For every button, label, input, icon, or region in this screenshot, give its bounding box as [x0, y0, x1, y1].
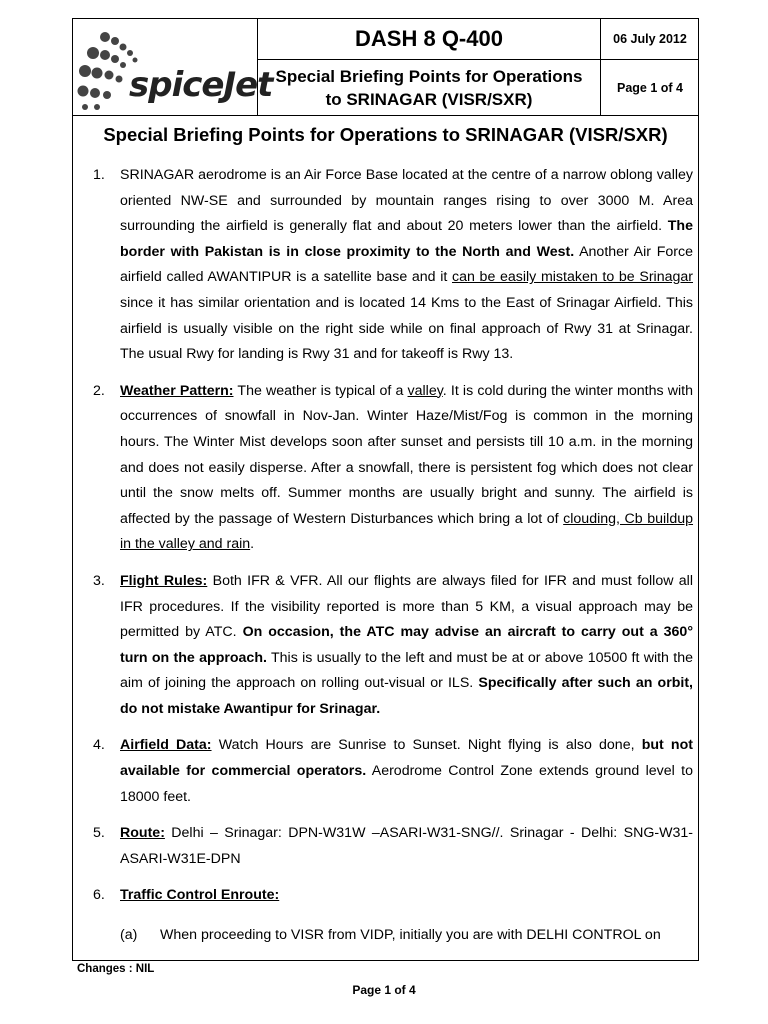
item-number: 2.	[93, 382, 105, 399]
sub-item	[120, 923, 693, 949]
item-text: .	[250, 536, 255, 553]
list-item	[73, 883, 693, 948]
document-date: 06 July 2012	[613, 32, 687, 46]
document-body	[72, 115, 699, 961]
sub-item-text: When proceeding to VISR from VIDP, initially you are with DELHI CONTROL on	[160, 927, 661, 944]
spicejet-logo	[75, 25, 273, 111]
list-item	[73, 379, 693, 558]
item-number: 6.	[93, 887, 105, 904]
item-heading: Airfield Data:	[120, 737, 212, 754]
item-text: Watch Hours are Sunrise to Sunset. Night flying is also done,	[211, 737, 642, 754]
item-number: 3.	[93, 572, 105, 589]
list-item	[73, 163, 693, 368]
item-heading: Route:	[120, 825, 165, 842]
item-underlined-text: clouding, Cb buildup in the valley and rain	[120, 510, 694, 553]
briefing-points-list	[73, 163, 693, 960]
item-number: 4.	[93, 737, 105, 754]
item-text: . It is cold during the winter months with occurrences of snowfall in Nov-Jan. Winter Haze/Mist/Fog is common in the morning hours. The Winter Mist develops soon after sunset and persists till 10 a.m. in the morning and does not easily disperse. After a snowfall, there is persistent fog which does not clear until the snow melts off. Summer months are usually bright and sunny. The airfield is affected by the passage of Western Disturbances which bring a lot of	[120, 382, 693, 527]
header-page-number: Page 1 of 4	[617, 81, 683, 95]
item-bold-text: The border with Pakistan is in close proximity to the North and West.	[120, 218, 693, 260]
item-number: 5.	[93, 825, 105, 842]
document-header	[72, 18, 699, 116]
item-text: since it has similar orientation and is located 14 Kms to the East of Srinagar Airfield. This airfield is usually visible on the right side while on final approach of Rwy 31 at Srinagar. The usual Rwy for landing is Rwy 31 and for takeoff is Rwy 13.	[120, 294, 693, 363]
item-underlined-text: valley	[407, 382, 443, 399]
item-bold-text: On occasion, the ATC may advise an aircraft to carry out a 360° turn on the approach.	[120, 624, 693, 666]
list-item	[73, 733, 693, 810]
footer-page-number: Page 1 of 4	[352, 983, 416, 997]
item-text: Another Air Force airfield called AWANTIPUR is a satellite base and it	[120, 243, 693, 286]
list-item	[73, 821, 693, 872]
document-title: Special Briefing Points for Operations to SRINAGAR (VISR/SXR)	[103, 124, 668, 145]
item-text: Both IFR & VFR. All our flights are always filed for IFR and must follow all IFR procedures. If the visibility reported is more than 5 KM, a visual approach may be permitted by ATC.	[120, 572, 693, 641]
sub-item-label: (a)	[120, 927, 138, 944]
item-underlined-text: can be easily mistaken to be Srinagar	[452, 269, 693, 286]
subtitle-line-2: to SRINAGAR (VISR/SXR)	[325, 90, 533, 109]
item-text: Delhi – Srinagar: DPN-W31W –ASARI-W31-SNG//. Srinagar - Delhi: SNG-W31-ASARI-W31E-DPN	[120, 825, 693, 867]
changes-note: Changes : NIL	[77, 963, 155, 975]
item-heading: Weather Pattern:	[120, 382, 234, 399]
item-text: The weather is typical of a	[233, 382, 408, 399]
item-text: This is usually to the left and must be at or above 10500 ft with the aim of joining the approach on rolling out-visual or ILS.	[120, 649, 693, 692]
item-text: Aerodrome Control Zone extends ground level to 18000 feet.	[120, 763, 693, 805]
list-item	[73, 569, 693, 723]
aircraft-model: DASH 8 Q-400	[355, 26, 503, 51]
logo-wordmark: spiceJet	[129, 65, 273, 105]
item-bold-text: Specifically after such an orbit, do not mistake Awantipur for Srinagar.	[120, 675, 693, 717]
item-heading: Flight Rules:	[120, 572, 208, 589]
header-subtitle	[258, 60, 600, 116]
item-heading: Traffic Control Enroute:	[120, 887, 280, 904]
subtitle-line-1: Special Briefing Points for Operations	[275, 67, 583, 86]
item-bold-text: but not available for commercial operators.	[120, 737, 693, 780]
item-text: SRINAGAR aerodrome is an Air Force Base located at the centre of a narrow oblong valley oriented NW-SE and surrounded by mountain ranges rising to over 3000 M. Area surrounding the airfield is generally flat and about 20 meters lower than the airfield.	[120, 167, 693, 235]
item-number: 1.	[93, 167, 105, 183]
